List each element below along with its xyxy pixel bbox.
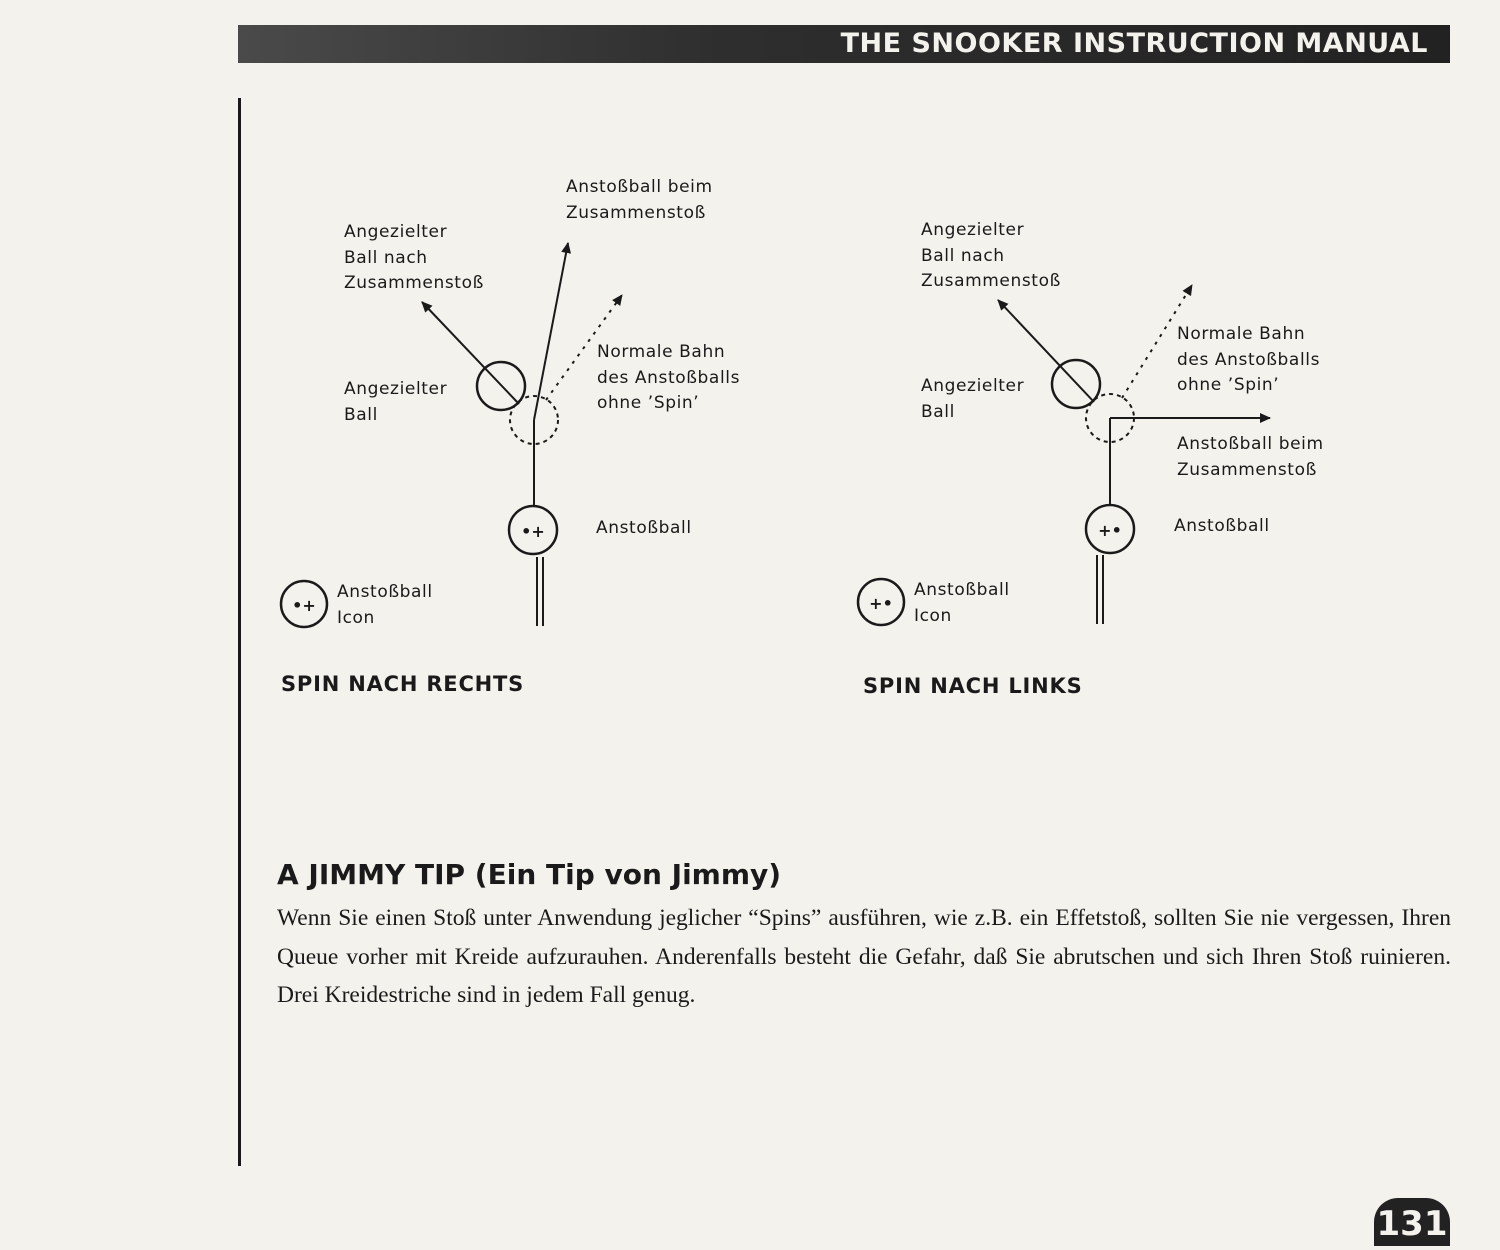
label-normal-path: Normale Bahn des Anstoßballs ohne ’Spin’ [597, 342, 741, 413]
cue-ball-spin-mark: •+ [521, 522, 545, 541]
caption-spin-left: SPIN NACH LINKS [863, 674, 1083, 698]
label-cue-ball: Anstoßball [596, 518, 692, 538]
caption-spin-right: SPIN NACH RECHTS [281, 672, 525, 696]
label-cue-ball-on-impact: Anstoßball beim Zusammenstoß [566, 177, 713, 223]
page-number: 131 [1374, 1198, 1450, 1246]
label-cue-ball-icon: Anstoßball Icon [337, 582, 433, 628]
tip-body: Wenn Sie einen Stoß unter Anwendung jeglicher “Spins” ausführen, wie z.B. ein Effetstoß, sollten Sie nie vergessen, Ihren Queue vorher mit Kreide aufzurauhen. Anderenfalls besteht die Gefahr, daß Sie abrutschen und sich Ihren Stoß ruinieren. Drei Kreidestriche sind in jedem Fall genug. [277, 905, 1451, 1008]
cue-ball-deflection [534, 243, 568, 420]
icon-spin-mark: +• [869, 594, 893, 613]
label-normal-path: Normale Bahn des Anstoßballs ohne ’Spin’ [1177, 324, 1321, 395]
label-object-ball-after: Angezielter Ball nach Zusammenstoß [344, 222, 484, 293]
label-object-ball: Angezielter Ball [921, 376, 1025, 422]
label-cue-ball-on-impact: Anstoßball beim Zusammenstoß [1177, 434, 1324, 480]
label-cue-ball: Anstoßball [1174, 516, 1270, 536]
cue-ball-spin-mark: +• [1098, 521, 1122, 540]
right-spin-diagram [281, 243, 622, 627]
manual-title: THE SNOOKER INSTRUCTION MANUAL [840, 28, 1428, 59]
icon-spin-mark: •+ [292, 596, 316, 615]
label-object-ball-after: Angezielter Ball nach Zusammenstoß [921, 220, 1061, 291]
tip-heading: A JIMMY TIP (Ein Tip von Jimmy) [277, 858, 782, 891]
label-cue-ball-icon: Anstoßball Icon [914, 580, 1010, 626]
label-object-ball: Angezielter Ball [344, 379, 448, 425]
